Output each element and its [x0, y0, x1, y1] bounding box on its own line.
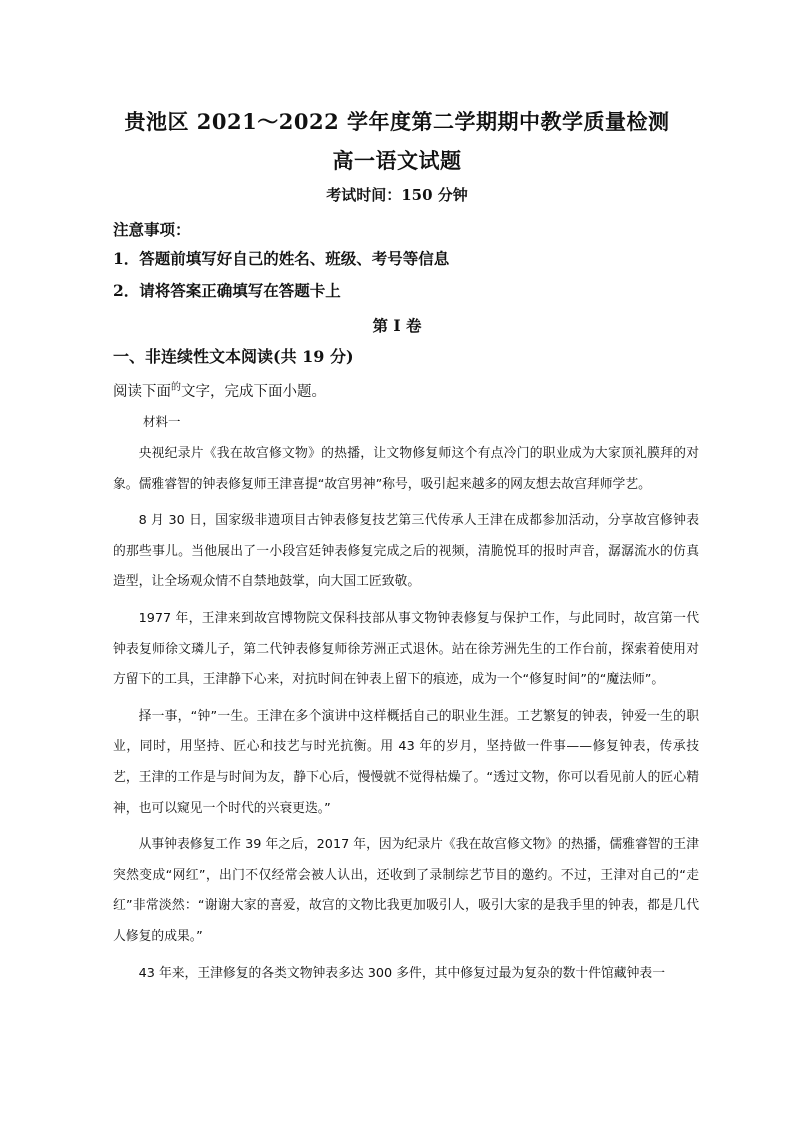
reading-instruction: [113, 378, 326, 401]
paragraph: 央视纪录片《我在故宫修文物》的热播，让文物修复师这个有点冷门的职业成为大家顶礼膜拜的对象。儒雅睿智的钟表修复师王津喜提“故宫男神”称号，吸引起来越多的网友想去故宫拜师学艺。: [113, 446, 699, 492]
document-subtitle: 高一语文试题: [332, 148, 462, 173]
instruction-text-before: 阅读下面: [113, 383, 171, 400]
paragraph: 8 月 30 日，国家级非遗项目古钟表修复技艺第三代传承人王津在成都参加活动，分享故宫修钟表的那些事儿。当他展出了一小段宫廷钟表修复完成之后的视频，清脆悦耳的报时声音，潺潺流水的仿真造型，让全场观众情不自禁地鼓掌，向大国工匠致敬。: [113, 513, 699, 590]
paragraph: 择一事，“钟”一生。王津在多个演讲中这样概括自己的职业生涯。工艺繁复的钟表，钟爱一生的职业，同时，用坚持、匠心和技艺与时光抗衡。用 43 年的岁月，坚持做一件事——修复钟表，传承技艺，王津的工作是与时间为友，静下心后，慢慢就不觉得枯燥了。“透过文物，你可以看见前人的匠心精神，也可以窥见一个时代的兴衰更迭。”: [113, 708, 699, 816]
instruction-text-after: 文字，完成下面小题。: [181, 383, 326, 400]
instruction-superscript: 的: [171, 382, 181, 393]
material-label: 材料一: [143, 414, 181, 429]
paragraph: 43 年来，王津修复的各类文物钟表多达 300 多件，其中修复过最为复杂的数十件馆藏钟表一: [138, 965, 665, 981]
article-body: [113, 439, 699, 995]
notice-heading: 注意事项：: [113, 220, 191, 239]
document-title: 贵池区 2021～2022 学年度第二学期期中教学质量检测: [124, 109, 670, 134]
exam-time: 考试时间：150 分钟: [326, 186, 468, 204]
section-heading: 一、非连续性文本阅读(共 19 分): [113, 347, 354, 366]
volume-heading: 第 I 卷: [372, 316, 422, 335]
paragraph: 1977 年，王津来到故宫博物院文保科技部从事文物钟表修复与保护工作，与此同时，故宫第一代钟表复师徐文璘儿子，第二代钟表修复师徐芳洲正式退休。站在徐芳洲先生的工作台前，探索着使用对方留下的工具，王津静下心来，对抗时间在钟表上留下的痕迹，成为一个“修复时间”的“魔法师”。: [113, 610, 699, 688]
paragraph: 从事钟表修复工作 39 年之后，2017 年，因为纪录片《我在故宫修文物》的热播，儒雅睿智的王津突然变成“网红”，出门不仅经常会被人认出，还收到了录制综艺节目的邀约。不过，王津对自己的“走红”非常淡然：“谢谢大家的喜爱，故宫的文物比我更加吸引人，吸引大家的是我手里的钟表，都是几代人修复的成果。”: [113, 837, 699, 944]
notice-item-1: 1．答题前填写好自己的姓名、班级、考号等信息: [113, 249, 450, 268]
notice-item-2: 2．请将答案正确填写在答题卡上: [113, 281, 341, 300]
